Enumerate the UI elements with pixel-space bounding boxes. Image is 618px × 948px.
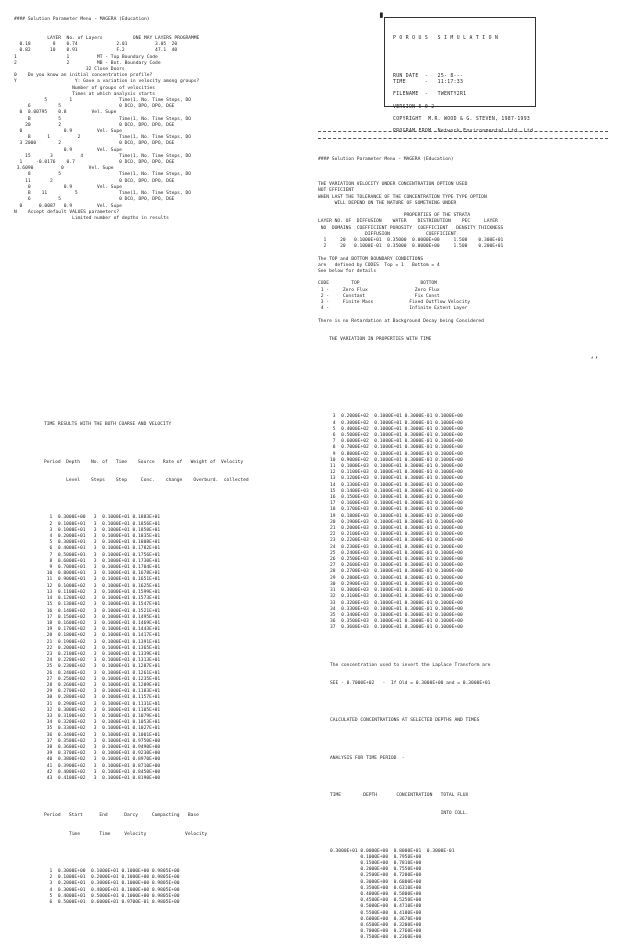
table-columns: Period Depth No. of Time Source Rate of Weight of Velocity	[44, 459, 244, 465]
table-row: 22 0.2000E+02 3 0.1000E+01 0.1365E+01	[44, 645, 161, 651]
text-line: 6 5 0 DCO, DPO, DPO, DGE	[14, 197, 175, 203]
table-row: 12 0.1000E+02 3 0.1000E+01 0.1625E+01	[44, 583, 161, 589]
text-line: The TOP and BOTTOM BOUNDARY CONDITIONS	[318, 256, 424, 262]
table-row: 34 0.3300E+03 0.1000E+01 0.3000E-01 0.1000E+00	[330, 606, 463, 612]
table-row: 25 0.2300E+02 3 0.1000E+01 0.1287E+01	[44, 664, 161, 670]
text-line: 11 2 0 DCO, DPO, DPO, DGE	[14, 178, 175, 184]
table-row: 35 0.3400E+03 0.1000E+01 0.3000E-01 0.1000E+00	[330, 612, 463, 618]
text-line: 1 1 MT - Top Boundary Code	[14, 54, 158, 60]
table-row: 37 0.3600E+03 0.1000E+01 0.3000E-01 0.1000E+00	[330, 625, 463, 631]
table-row: 26 0.2500E+03 0.1000E+01 0.3000E-01 0.1000E+00	[330, 557, 463, 563]
table-row: 2 0.1000E+01 0.2000E+01 0.1000E+00 0.9805E+00	[44, 875, 180, 881]
table-row: 42 0.4000E+02 3 0.1000E+01 0.8450E+00	[44, 769, 161, 775]
table-row: 12 0.1100E+03 0.1000E+01 0.3000E-01 0.1000E+00	[330, 470, 463, 476]
text-line: are defined by CODES Top = 1 Bottom = 4	[318, 262, 440, 268]
table-row: 16 0.1400E+02 3 0.1000E+01 0.1521E+01	[44, 608, 161, 614]
table-row: 15 0.1400E+03 0.1000E+01 0.3000E-01 0.1000E+00	[330, 488, 463, 494]
table-row: 33 0.3100E+02 3 0.1000E+01 0.1079E+01	[44, 713, 161, 719]
table-row: 36 0.3500E+03 0.1000E+01 0.3000E-01 0.1000E+00	[330, 619, 463, 625]
table-row: 27 0.2500E+02 3 0.1000E+01 0.1235E+01	[44, 676, 161, 682]
text-line: NOT EFFICIENT	[318, 188, 354, 194]
table-row: 36 0.3400E+02 3 0.1000E+01 0.1001E+01	[44, 732, 161, 738]
table-row: 9 0.7000E+01 3 0.1000E+01 0.1704E+01	[44, 565, 161, 571]
table-row: 24 0.2200E+02 3 0.1000E+01 0.1313E+01	[44, 658, 161, 664]
text-line: RUN DATE - 25- 8---	[393, 73, 464, 79]
table-row: 5 0.3000E+01 3 0.1000E+01 0.1808E+01	[44, 540, 161, 546]
table-columns-2: Level Steps Step Conc. change Overburd. collected	[44, 478, 249, 484]
text-line: 1 20 0.1000E+01 0.35000 0.0000E+00 1.500 0.300E+01	[318, 238, 504, 244]
table-row: 4 0.3000E+01 0.4000E+01 0.1000E+00 0.9805E+00	[44, 887, 180, 893]
text-line: Y Y: Gave a variation in velocity among groups?	[14, 79, 200, 85]
concentration-heading: CALCULATED CONCENTRATIONS AT SELECTED DEPTHS AND TIMES	[330, 718, 480, 724]
table-row: 14 0.1200E+02 3 0.1000E+01 0.1573E+01	[44, 596, 161, 602]
text-line: WHEN LAST THE TOLERANCE OF THE CONCENTRATION TYPE TYPE OPTION	[318, 194, 487, 200]
table-row: 0.2500E+00 0.7200E+00	[330, 873, 422, 879]
table-rows	[44, 515, 314, 782]
table-row: 8 0.6000E+01 3 0.1000E+01 0.1730E+01	[44, 558, 161, 564]
table-row: 38 0.3600E+02 3 0.1000E+01 0.9490E+00	[44, 744, 161, 750]
text-line: TIME - 11:17:33	[393, 79, 464, 85]
text-line: 5 1 Time(1, No. Time Steps, DO	[14, 98, 192, 104]
table-row: 34 0.3200E+02 3 0.1000E+01 0.1053E+01	[44, 720, 161, 726]
text-line: B 5 Time(1, No. Time Steps, DO	[14, 116, 192, 122]
table-row: 18 0.1600E+02 3 0.1000E+01 0.1469E+01	[44, 620, 161, 626]
text-line: CODE TOP BOTTOM	[318, 281, 437, 287]
scan-mark: ʻʼ	[590, 356, 599, 364]
text-line: 2 2 MB - Bot. Boundary Code	[14, 60, 161, 66]
text-line: 3.6090 0 Vel. Supe	[14, 166, 114, 172]
text-line: 2 20 0.1000E-01 0.35000 0.0000E+00 1.500 0.200E+01	[318, 244, 504, 250]
table-row: 14 0.1300E+03 0.1000E+01 0.3000E-01 0.1000E+00	[330, 482, 463, 488]
table-row: 0.5500E+00 0.4180E+00	[330, 910, 422, 916]
text-line: 1 - Zero Flux Zero Flux	[318, 287, 440, 293]
text-line: 2 - Constant Fix Const	[318, 293, 440, 299]
table-row: 1 0.3000E+00 0.1000E+01 0.1000E+00 0.9805E+00	[44, 869, 180, 875]
table-row: 0.6500E+00 0.3200E+00	[330, 923, 422, 929]
table-row: 18 0.1700E+03 0.1000E+01 0.3000E-01 0.1000E+00	[330, 507, 463, 513]
table-row: 17 0.1600E+03 0.1000E+01 0.3000E-01 0.1000E+00	[330, 501, 463, 507]
table-row: 0.1000E+00 0.7950E+00	[330, 854, 422, 860]
table-row: 6 0.5000E+02 0.1000E+01 0.3000E-01 0.1000E+00	[330, 433, 463, 439]
table-row: 7 0.5000E+01 3 0.1000E+01 0.1756E+01	[44, 552, 161, 558]
text-line: NO DOMAINS COEFFICIENT POROSITY COEFFICIENT DENSITY THICKNESS	[318, 225, 504, 231]
text-line: 3 2000 2 0 DCO, DPO, DPO, DGE	[14, 141, 175, 147]
text-line: 0.82 10 0.91 F.2 47.1 40	[14, 48, 178, 54]
text-line: 0 0.9 Vel. Supe	[14, 184, 122, 190]
table-row: 29 0.2700E+02 3 0.1000E+01 0.1183E+01	[44, 689, 161, 695]
table-row: 19 0.1700E+02 3 0.1000E+01 0.1443E+01	[44, 627, 161, 633]
text-line: LAYER No. of Layers ONE MAY LAYERS PROGRAMME	[14, 36, 200, 42]
table-row: 32 0.3000E+02 3 0.1000E+01 0.1105E+01	[44, 707, 161, 713]
table-row: 41 0.3900E+02 3 0.1000E+01 0.8710E+00	[44, 763, 161, 769]
table-row: 10 0.8000E+01 3 0.1000E+01 0.1678E+01	[44, 571, 161, 577]
separator	[318, 131, 608, 132]
table-row: 40 0.3800E+02 3 0.1000E+01 0.8970E+00	[44, 757, 161, 763]
table-row: 23 0.2200E+03 0.1000E+01 0.3000E-01 0.1000E+00	[330, 538, 463, 544]
text-line: B 1 2 Time(1, No. Time Steps, DO	[14, 135, 192, 141]
text-line: Number of groups of velocities	[14, 85, 156, 91]
text-line: WILL DEPEND ON THE NATURE OF SOMETHING UNDER	[318, 200, 457, 206]
results-columns-2: INTO COLL.	[330, 811, 469, 817]
program-title: P O R O U S S I M U L A T I O N	[393, 36, 499, 42]
table-row: 0.4500E+00 0.5250E+00	[330, 898, 422, 904]
table-row: 13 0.1100E+02 3 0.1000E+01 0.1599E+01	[44, 589, 161, 595]
table-row: 0.7500E+00 0.2360E+00	[330, 935, 422, 941]
table-row: 0.2000E+00 0.7550E+00	[330, 867, 422, 873]
text-line: LAYER NO. OF DIFFUSION WATER DISTRIBUTION PEC LAYER	[318, 219, 498, 225]
table-row: 29 0.2800E+03 0.1000E+01 0.3000E-01 0.1000E+00	[330, 575, 463, 581]
text-line: 0.9 Vel. Supe	[14, 147, 122, 153]
note-line-2: SEE - 0.7000E+02 - If Old = 0.3000E+00 and = 0.3000E+01	[330, 681, 491, 687]
text-line: There is no Retardation at Background Decay being Considered	[318, 318, 484, 324]
table-row: 9 0.8000E+02 0.1000E+01 0.3000E-01 0.1000E+00	[330, 451, 463, 457]
text-line: 1 -0.0176 0.7 0 DCO, DPO, DPO, DGE	[14, 160, 175, 166]
table-row: 2 0.1000E+01 3 0.1000E+01 0.1856E+01	[44, 521, 161, 527]
text-line: B 11 5 Time(1, No. Time Steps, DO	[14, 191, 192, 197]
table-row: 33 0.3200E+03 0.1000E+01 0.3000E-01 0.1000E+00	[330, 600, 463, 606]
text-line: PROGRAM FROM Network Environmental Ltd. Ltd.	[393, 129, 537, 135]
note-line-1: The concentration used to invert the Laplace Transform are	[330, 662, 491, 668]
text-line: FILENAME - TWENTY2R1	[393, 92, 467, 98]
text-line: PROPERTIES OF THE STRATA	[318, 213, 471, 219]
top-left-panel	[14, 5, 304, 228]
table-row: 13 0.1200E+03 0.1000E+01 0.3000E-01 0.1000E+00	[330, 476, 463, 482]
separator	[318, 138, 608, 139]
table-row: 0.3000E+01 0.0000E+00 0.8000E+01 0.3000E-01	[330, 848, 455, 854]
text-line: 15 3 4 Time(1, No. Time Steps, DO	[14, 153, 192, 159]
table-row: 0.4000E+00 0.5800E+00	[330, 892, 422, 898]
text-line: 0 0.00795 0.8 Vel. Supe	[14, 110, 117, 116]
sub-table-columns: Period Start End Darcy Compacting Base	[44, 813, 199, 819]
analysis-heading: ANALYSIS FOR TIME PERIOD -	[330, 755, 405, 761]
text-line: DIFFUSION COEFFICIENT	[318, 231, 457, 237]
table-row: 3 0.2000E+01 0.3000E+01 0.1000E+00 0.9805E+00	[44, 881, 180, 887]
table-row: 17 0.1500E+02 3 0.1000E+01 0.1495E+01	[44, 614, 161, 620]
table-row: 3 0.2000E+02 0.1000E+01 0.3000E-01 0.1000E+00	[330, 414, 463, 420]
text-line: 8 5 Time(1, No. Time Steps, DO	[14, 172, 192, 178]
table-row: 0.6000E+00 0.3670E+00	[330, 916, 422, 922]
time-steps-table	[330, 402, 610, 948]
text-line: 0 Do you know an initial concentration profile?	[14, 73, 153, 79]
strata-section	[318, 145, 608, 350]
table-row: 11 0.9000E+01 3 0.1000E+01 0.1651E+01	[44, 577, 161, 583]
table-row: 1 0.3000E+00 3 0.1000E+01 0.1883E+01	[44, 515, 161, 521]
program-header-box	[384, 17, 537, 135]
program-info	[393, 74, 536, 136]
sub-table-rows	[44, 869, 314, 906]
table-row: 23 0.2100E+02 3 0.1000E+01 0.1339E+01	[44, 651, 161, 657]
table-row: 0.5000E+00 0.4710E+00	[330, 904, 422, 910]
table-row: 0.3500E+00 0.6310E+00	[330, 885, 422, 891]
table-row: 37 0.3500E+02 3 0.1000E+01 0.9750E+00	[44, 738, 161, 744]
results-rows	[330, 849, 610, 942]
text-line: Times at which analysis starts	[14, 91, 156, 97]
table-row: 5 0.4000E+01 0.5000E+01 0.1000E+00 0.9805E+00	[44, 893, 180, 899]
table-header: TIME RESULTS WITH THE BOTH COARSE AND VELOCITY	[44, 422, 172, 428]
table-row: 22 0.2100E+03 0.1000E+01 0.3000E-01 0.1000E+00	[330, 532, 463, 538]
table-row: 30 0.2800E+02 3 0.1000E+01 0.1157E+01	[44, 695, 161, 701]
table-row: 4 0.2000E+01 3 0.1000E+01 0.1835E+01	[44, 534, 161, 540]
text-line: 0 0.0087 0.9 Vel. Supe	[14, 203, 122, 209]
table-rows	[330, 414, 610, 631]
table-row: 28 0.2600E+02 3 0.1000E+01 0.1209E+01	[44, 682, 161, 688]
table-row: 39 0.3700E+02 3 0.1000E+01 0.9230E+00	[44, 751, 161, 757]
table-row: 30 0.2900E+03 0.1000E+01 0.3000E-01 0.1000E+00	[330, 581, 463, 587]
table-row: 10 0.9000E+02 0.1000E+01 0.3000E-01 0.1000E+00	[330, 457, 463, 463]
table-row: 31 0.3000E+03 0.1000E+01 0.3000E-01 0.1000E+00	[330, 588, 463, 594]
text-line: 0 0.9 Vel. Supe	[14, 129, 122, 135]
table-row: 5 0.4000E+02 0.1000E+01 0.3000E-01 0.1000E+00	[330, 426, 463, 432]
corner-mark: ▘	[380, 14, 386, 24]
table-row: 6 0.5000E+01 0.6000E+01 0.9700E-01 0.9805E+00	[44, 900, 180, 906]
table-row: 43 0.4100E+02 3 0.1000E+01 0.8190E+00	[44, 775, 161, 781]
table-row: 3 0.1000E+01 3 0.1000E+01 0.1850E+01	[44, 527, 161, 533]
text-line: THE VARIATION IN PROPERTIES WITH TIME	[318, 337, 432, 343]
table-row: 15 0.1300E+02 3 0.1000E+01 0.1547E+01	[44, 602, 161, 608]
table-row: 27 0.2600E+03 0.1000E+01 0.3000E-01 0.1000E+00	[330, 563, 463, 569]
table-row: 19 0.1800E+03 0.1000E+01 0.3000E-01 0.1000E+00	[330, 513, 463, 519]
table-row: 26 0.2400E+02 3 0.1000E+01 0.1261E+01	[44, 670, 161, 676]
text-line: 32 Close Doors	[14, 67, 125, 73]
text-line: 20 2 0 DCO, DPO, DPO, DGE	[14, 122, 175, 128]
table-row: 6 0.4000E+01 3 0.1000E+01 0.1782E+01	[44, 546, 161, 552]
table-row: 16 0.1500E+03 0.1000E+01 0.3000E-01 0.1000E+00	[330, 495, 463, 501]
text-line: 0.18 8 0.74 2.01 3.05 20	[14, 42, 178, 48]
text-line: 6 5 0 DCO, DPO, DPO, DGE	[14, 104, 175, 110]
table-row: 24 0.2300E+03 0.1000E+01 0.3000E-01 0.1000E+00	[330, 544, 463, 550]
table-row: 0.1500E+00 0.7810E+00	[330, 861, 422, 867]
table-row: 11 0.1000E+03 0.1000E+01 0.3000E-01 0.1000E+00	[330, 464, 463, 470]
table-row: 35 0.3300E+02 3 0.1000E+01 0.1027E+01	[44, 726, 161, 732]
section-lines	[318, 176, 608, 343]
time-results-table	[44, 410, 314, 912]
table-row: 8 0.7000E+02 0.1000E+01 0.3000E-01 0.1000E+00	[330, 445, 463, 451]
text-line: Limited number of depths in results	[14, 215, 169, 221]
text-line: 3 - Finite Mass Fixed Outflow Velocity	[318, 300, 471, 306]
table-row: 20 0.1800E+02 3 0.1000E+01 0.1417E+01	[44, 633, 161, 639]
text-line: THE VARIATION VELOCITY UNDER CONCENTRATION OPTION USED	[318, 182, 468, 188]
text-line: See below for details	[318, 269, 377, 275]
sub-table-columns-2: Time Time Velocity Velocity	[44, 831, 208, 837]
table-row: 7 0.6000E+02 0.1000E+01 0.3000E-01 0.1000E+00	[330, 439, 463, 445]
panel-lines	[14, 36, 304, 222]
table-row: 0.7000E+00 0.2760E+00	[330, 929, 422, 935]
table-row: 0.3000E+00 0.6800E+00	[330, 879, 422, 885]
results-columns: TIME DEPTH CONCENTRATION TOTAL FLUX	[330, 792, 469, 798]
table-row: 31 0.2900E+02 3 0.1000E+01 0.1131E+01	[44, 701, 161, 707]
section-header: #### Solution Parameter Menu - MAGERA (Education)	[318, 157, 454, 163]
table-row: 28 0.2700E+03 0.1000E+01 0.3000E-01 0.1000E+00	[330, 569, 463, 575]
table-row: 21 0.1900E+02 3 0.1000E+01 0.1391E+01	[44, 639, 161, 645]
table-row: 20 0.1900E+03 0.1000E+01 0.3000E-01 0.1000E+00	[330, 519, 463, 525]
table-row: 25 0.2400E+03 0.1000E+01 0.3000E-01 0.1000E+00	[330, 550, 463, 556]
table-row: 32 0.3100E+03 0.1000E+01 0.3000E-01 0.1000E+00	[330, 594, 463, 600]
table-row: 4 0.3000E+02 0.1000E+01 0.3000E-01 0.1000E+00	[330, 420, 463, 426]
text-line: COPYRIGHT M.R. WOOD & G. STEVEN, 1987-1993	[393, 117, 531, 123]
text-line: 4 - Infinite Extent Layer	[318, 306, 468, 312]
text-line: VERSION 6 0 2	[393, 104, 435, 110]
text-line: N Accept default VALUES parameters?	[14, 209, 120, 215]
panel-header: #### Solution Parameter Menu - MAGERA (Education)	[14, 17, 150, 23]
table-row: 21 0.2000E+03 0.1000E+01 0.3000E-01 0.1000E+00	[330, 526, 463, 532]
